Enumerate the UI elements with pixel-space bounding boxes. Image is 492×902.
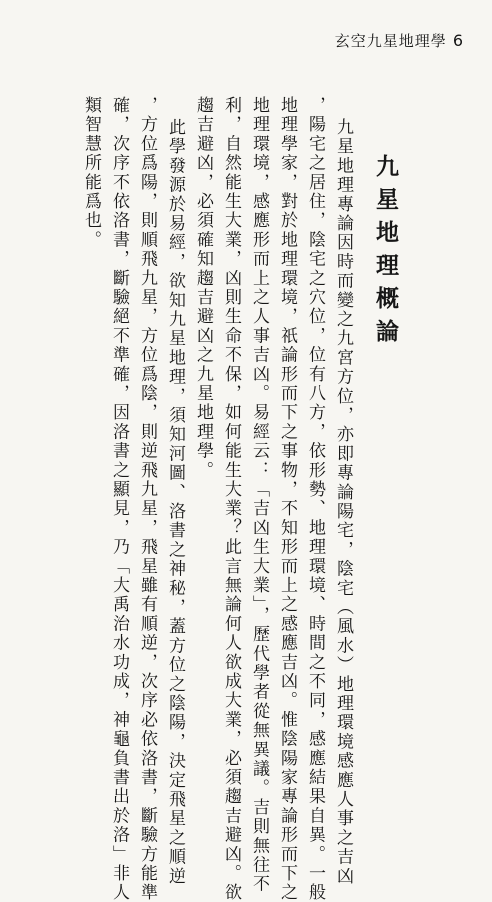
text-column-10: 類智慧所能爲也。 [81,96,101,250]
text-column-9: 確，次序不依洛書，斷驗絕不準確，因洛書之顯見，乃「大禹治水功成，神龜負書出於洛」非人 [109,96,129,902]
text-column-6: 趨吉避凶，必須確知趨吉避凶之九星地理學。 [193,96,213,480]
book-title: 玄空九星地理學 [334,32,447,50]
running-header [335,30,464,51]
text-column-5: 利，自然能生大業，凶則生命不保，如何能生大業？此言無論何人欲成大業，必須趨吉避凶。欲 [221,96,241,902]
text-column-1: 九星地理專論因時而變之九宮方位，亦即專論陽宅，陰宅（風水）地理環境感應人事之吉凶 [333,118,353,886]
text-column-3: 地理學家，對於地理環境，祇論形而下之事物，不知形而上之感應吉凶。惟陰陽家專論形而下之 [277,96,297,902]
text-column-4: 地理環境，感應形而上之人事吉凶。易經云：「吉凶生大業」，歷代學者從無異議。吉則無往不 [249,96,269,894]
text-column-7: 此學發源於易經，欲知九星地理，須知河圖、洛書之神秘，蓋方位之陰陽，決定飛星之順逆 [165,118,185,886]
text-column-2: ，陽宅之居住，陰宅之穴位，位有八方，依形勢、地理環境、時間之不同，感應結果自異。一般 [305,96,325,902]
page-number: 6 [452,31,464,50]
text-column-8: ，方位爲陽，則順飛九星，方位爲陰，則逆飛九星，飛星雖有順逆，次序必依洛書，斷驗方能準 [137,96,157,902]
section-title: 九星地理概論 [372,154,398,352]
